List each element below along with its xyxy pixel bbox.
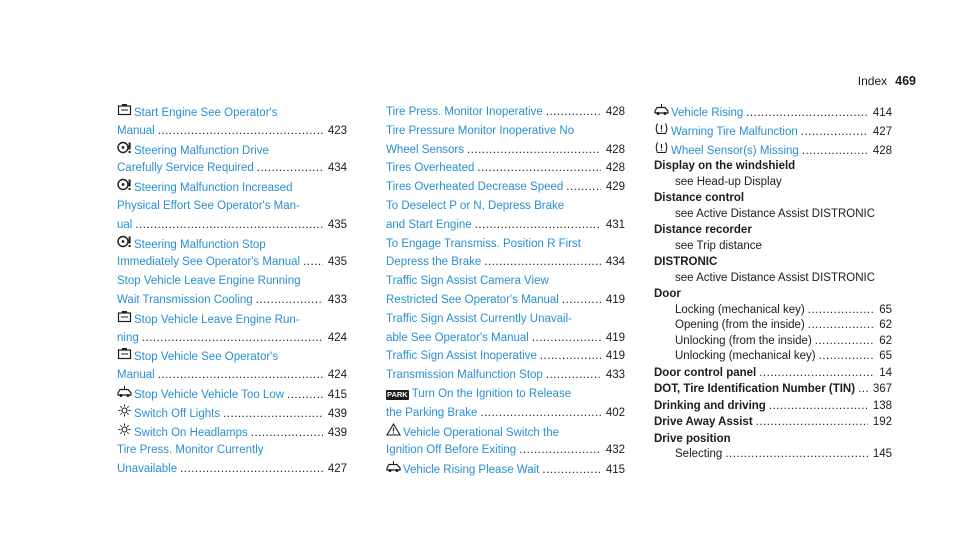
subentry-text: Unlocking (mechanical key) (675, 350, 816, 363)
entry-text[interactable]: Switch On Headlamps (134, 426, 248, 439)
dot-leader (257, 159, 323, 178)
dot-leader (180, 460, 323, 479)
entry-text[interactable]: Stop Vehicle Vehicle Too Low (134, 388, 285, 401)
subentries (654, 175, 892, 191)
caution-icon (386, 423, 401, 436)
entry-line (386, 404, 625, 423)
index-entry[interactable] (386, 122, 625, 160)
entry-line (386, 141, 625, 160)
entry-line (386, 197, 625, 216)
entry-line (117, 178, 347, 197)
vehicle-level-icon (386, 460, 401, 473)
page-ref[interactable]: 145 (872, 448, 892, 461)
subentries (654, 303, 892, 365)
page-ref[interactable]: 367 (872, 383, 892, 396)
entry-line (386, 441, 625, 460)
topic-line (654, 287, 892, 303)
index-topic (654, 366, 892, 382)
entry-line (386, 235, 625, 254)
topic-line (654, 191, 892, 207)
entry-text[interactable]: Carefully Service Required (117, 162, 254, 175)
header-label: Index (857, 74, 888, 88)
topic-title[interactable]: Drinking and driving (654, 399, 766, 412)
index-entry[interactable] (386, 103, 625, 122)
page-ref[interactable]: 427 (872, 125, 892, 138)
entry-line (117, 253, 347, 272)
entry-text[interactable]: Ignition Off Before Exiting (386, 444, 517, 457)
page-ref[interactable]: 62 (879, 334, 892, 347)
park-icon: PARK (387, 389, 408, 399)
index-topic (654, 415, 892, 431)
vehicle-level-icon (654, 103, 669, 116)
entry-line (386, 253, 625, 272)
index-entry[interactable] (386, 197, 625, 235)
dot-leader (725, 447, 868, 463)
dot-leader (858, 382, 868, 398)
index-column-3 (654, 103, 892, 464)
page-ref[interactable]: 429 (605, 181, 625, 194)
entry-line (117, 366, 347, 385)
topic-line (654, 366, 892, 382)
topic-title[interactable]: Door control panel (654, 366, 757, 379)
entry-text[interactable]: Stop Vehicle See Operator's (134, 351, 279, 364)
dot-leader (802, 142, 868, 161)
index-entry[interactable] (654, 141, 892, 160)
index-entry[interactable] (117, 423, 347, 442)
entry-line (117, 460, 347, 479)
dot-leader (287, 386, 323, 405)
entry-text[interactable]: Tires Overheated (386, 162, 475, 175)
entry-text[interactable]: Traffic Sign Assist Inoperative (386, 350, 537, 363)
index-entry[interactable] (386, 235, 625, 273)
topic-line (654, 415, 892, 431)
index-entry[interactable] (117, 103, 347, 141)
dot-leader (484, 253, 601, 272)
entry-line (654, 141, 892, 160)
subentry[interactable] (675, 239, 892, 255)
entry-line (117, 122, 347, 141)
subentries (654, 207, 892, 223)
index-entry[interactable] (386, 272, 625, 310)
index-topic (654, 223, 892, 254)
entry-text[interactable]: Stop Vehicle Leave Engine Running (117, 275, 301, 288)
index-topic (654, 432, 892, 463)
dot-leader (808, 318, 874, 334)
subentry-text: see Trip distance (675, 239, 762, 252)
page-ref[interactable]: 419 (605, 293, 625, 306)
topic-title[interactable]: Drive Away Assist (654, 416, 753, 429)
page-ref[interactable]: 414 (872, 107, 892, 119)
dot-leader (475, 216, 601, 235)
entry-text[interactable]: Manual (117, 369, 155, 382)
page-ref[interactable]: 439 (327, 426, 347, 439)
page-ref[interactable]: 402 (605, 406, 625, 419)
index-topic (654, 287, 892, 365)
index-column-1 (117, 103, 347, 479)
index-entry[interactable] (654, 122, 892, 141)
index-entry[interactable] (117, 310, 347, 348)
index-topic (654, 399, 892, 415)
page-ref[interactable]: 433 (605, 369, 625, 382)
entry-text[interactable]: Traffic Sign Assist Camera View (386, 275, 549, 288)
page-ref[interactable]: 433 (327, 293, 347, 306)
tire-pressure-icon (654, 122, 669, 135)
entry-text[interactable]: Wheel Sensor(s) Missing (671, 144, 799, 157)
page-ref[interactable]: 428 (605, 143, 625, 156)
entry-line (386, 347, 625, 366)
dot-leader (808, 303, 874, 319)
topic-line (654, 223, 892, 239)
subentry[interactable] (675, 207, 892, 223)
page-ref[interactable]: 65 (879, 303, 892, 316)
entry-text[interactable]: Physical Effort See Operator's Man- (117, 199, 300, 212)
entry-text[interactable]: Tires Overheated Decrease Speed (386, 181, 564, 194)
entry-text[interactable]: Tire Press. Monitor Inoperative (386, 106, 543, 118)
entry-line (654, 122, 892, 141)
index-entry[interactable] (654, 103, 892, 122)
dot-leader (251, 424, 323, 443)
entry-text[interactable]: Tire Pressure Monitor Inoperative No (386, 124, 575, 137)
page-number: 469 (895, 74, 916, 88)
entry-line (117, 159, 347, 178)
index-entry[interactable] (117, 441, 347, 479)
entry-text[interactable]: ning (117, 331, 139, 344)
index-column-2 (386, 103, 625, 479)
page-ref[interactable]: 192 (872, 416, 892, 429)
topic-line (654, 255, 892, 271)
index-entry[interactable] (386, 347, 625, 366)
entry-line (386, 329, 625, 348)
topic-title[interactable]: Drive position (654, 432, 731, 445)
subentry[interactable] (675, 271, 892, 287)
index-entry[interactable] (386, 460, 625, 479)
index-entry[interactable] (386, 423, 625, 461)
subentry-text: see Head-up Display (675, 175, 782, 188)
page-ref[interactable]: 427 (327, 463, 347, 476)
entry-line (386, 272, 625, 291)
page-ref[interactable]: 415 (605, 464, 625, 477)
entry-text[interactable]: Turn On the Ignition to Release (411, 387, 572, 400)
topic-line (654, 432, 892, 448)
index-entry[interactable] (117, 347, 347, 385)
entry-text[interactable]: Switch Off Lights (134, 407, 221, 420)
dot-leader (532, 329, 601, 348)
topic-title[interactable]: Door (654, 288, 681, 301)
tire-pressure-icon (654, 141, 669, 154)
subentry-text: Opening (from the inside) (675, 319, 805, 332)
index-entry[interactable] (117, 235, 347, 273)
entry-text[interactable]: Vehicle Operational Switch the (403, 426, 559, 439)
topic-title[interactable]: DISTRONIC (654, 256, 718, 269)
index-topic (654, 382, 892, 398)
dot-leader (142, 329, 323, 348)
entry-line (117, 404, 347, 423)
entry-text[interactable]: and Start Engine (386, 218, 472, 231)
page-ref[interactable]: 435 (327, 218, 347, 231)
entry-line (386, 385, 625, 404)
index-entry[interactable] (386, 159, 625, 178)
entry-text[interactable]: Steering Malfunction Increased (134, 182, 293, 195)
subentry-text: see Active Distance Assist DISTRONIC (675, 271, 876, 284)
entry-line (386, 159, 625, 178)
entry-line (386, 366, 625, 385)
entry-line (117, 385, 347, 404)
entry-line (386, 216, 625, 235)
index-entry[interactable] (117, 272, 347, 310)
page-ref[interactable]: 419 (605, 331, 625, 344)
index-entry[interactable] (117, 385, 347, 404)
dot-leader (223, 405, 323, 424)
entry-text[interactable]: To Deselect P or N, Depress Brake (386, 199, 565, 212)
entry-text[interactable]: Vehicle Rising Please Wait (403, 464, 540, 477)
topic-title[interactable]: Distance control (654, 192, 745, 205)
entry-text[interactable]: Warning Tire Malfunction (671, 125, 798, 138)
index-entry[interactable] (117, 141, 347, 179)
page-ref[interactable]: 138 (872, 399, 892, 412)
subentry-text: Locking (mechanical key) (675, 303, 805, 316)
dot-leader (480, 404, 600, 423)
subentry[interactable] (675, 349, 892, 365)
dot-leader (303, 253, 323, 272)
index-entry[interactable] (117, 178, 347, 234)
page-ref[interactable]: 431 (605, 218, 625, 231)
entry-line (654, 103, 892, 122)
subentry[interactable] (675, 318, 892, 334)
dot-leader (756, 415, 868, 431)
steering-warning-icon (117, 235, 132, 248)
entry-text[interactable]: Manual (117, 124, 155, 137)
entry-line (117, 235, 347, 254)
dot-leader (546, 366, 601, 385)
dot-leader (562, 291, 601, 310)
entry-line (117, 103, 347, 122)
topic-line (654, 399, 892, 415)
entry-text[interactable]: Traffic Sign Assist Currently Unavail- (386, 312, 572, 325)
entry-text[interactable]: Transmission Malfunction Stop (386, 369, 543, 382)
page-ref[interactable]: 428 (605, 162, 625, 175)
page-ref[interactable]: 415 (327, 388, 347, 401)
page-ref[interactable]: 428 (872, 144, 892, 157)
entry-text[interactable]: Immediately See Operator's Manual (117, 256, 301, 269)
dot-leader (801, 123, 868, 142)
page-header (858, 74, 916, 88)
entry-line (117, 141, 347, 160)
entry-text[interactable]: Start Engine See Operator's (134, 107, 278, 119)
engine-icon (117, 310, 132, 323)
subentries (654, 447, 892, 463)
entry-text[interactable]: Restricted See Operator's Manual (386, 293, 559, 306)
dot-leader (519, 441, 601, 460)
dot-leader (546, 103, 601, 122)
page-ref[interactable]: 419 (605, 350, 625, 363)
dot-leader (542, 461, 600, 480)
engine-icon (117, 347, 132, 360)
entry-line (117, 291, 347, 310)
subentry[interactable] (675, 303, 892, 319)
entry-text[interactable]: Steering Malfunction Stop (134, 238, 266, 251)
index-topic (654, 191, 892, 222)
dot-leader (256, 291, 323, 310)
entry-line (117, 272, 347, 291)
page-ref[interactable]: 434 (605, 256, 625, 269)
entry-line (386, 178, 625, 197)
entry-line (117, 441, 347, 460)
entry-line (386, 122, 625, 141)
entry-line (386, 103, 625, 122)
entry-text[interactable]: Vehicle Rising (671, 107, 744, 119)
dot-leader (135, 216, 322, 235)
subentry-text: Unlocking (from the inside) (675, 334, 812, 347)
index-topic (654, 255, 892, 286)
entry-text[interactable]: able See Operator's Manual (386, 331, 529, 344)
dot-leader (158, 366, 323, 385)
entry-text[interactable]: Stop Vehicle Leave Engine Run- (134, 313, 300, 326)
page-ref[interactable]: 428 (605, 106, 625, 118)
entry-text[interactable]: Steering Malfunction Drive (134, 144, 269, 157)
topic-title[interactable]: Display on the windshield (654, 160, 796, 173)
entry-line (117, 216, 347, 235)
page-ref[interactable]: 439 (327, 407, 347, 420)
entry-line (117, 310, 347, 329)
page-ref[interactable]: 65 (879, 350, 892, 363)
dot-leader (158, 122, 323, 141)
entry-line (386, 460, 625, 479)
dot-leader (815, 334, 874, 350)
entry-text[interactable]: ual (117, 218, 133, 231)
entry-text[interactable]: To Engage Transmiss. Position R First (386, 237, 581, 250)
subentry-text: Selecting (675, 448, 723, 461)
subentry[interactable] (675, 447, 892, 463)
entry-line (117, 329, 347, 348)
topic-line (654, 382, 892, 398)
page-ref[interactable]: 14 (879, 366, 892, 379)
entry-line (117, 347, 347, 366)
entry-line (117, 197, 347, 216)
dot-leader (467, 141, 601, 160)
entry-text[interactable]: Wait Transmission Cooling (117, 293, 253, 306)
subentry-text: see Active Distance Assist DISTRONIC (675, 207, 876, 220)
entry-line (386, 291, 625, 310)
entry-line (386, 310, 625, 329)
page-ref[interactable]: 423 (327, 124, 347, 137)
vehicle-level-icon (117, 385, 132, 398)
topic-title[interactable]: Distance recorder (654, 224, 752, 237)
subentry[interactable] (675, 334, 892, 350)
index-entry[interactable] (386, 366, 625, 385)
light-icon (117, 404, 132, 417)
page-ref[interactable]: 424 (327, 369, 347, 382)
page-ref[interactable]: 435 (327, 256, 347, 269)
page-ref[interactable]: 62 (879, 319, 892, 332)
topic-line (654, 159, 892, 175)
page-ref[interactable]: 424 (327, 331, 347, 344)
subentries (654, 239, 892, 255)
subentry[interactable] (675, 175, 892, 191)
dot-leader (746, 104, 868, 123)
engine-icon (117, 103, 132, 116)
dot-leader (566, 178, 601, 197)
entry-text[interactable]: Tire Press. Monitor Currently (117, 444, 264, 457)
dot-leader (819, 349, 875, 365)
entry-text[interactable]: the Parking Brake (386, 406, 478, 419)
entry-text[interactable]: Unavailable (117, 463, 178, 476)
dot-leader (759, 366, 874, 382)
topic-title[interactable]: DOT, Tire Identification Number (TIN) (654, 383, 856, 396)
light-icon (117, 423, 132, 436)
index-topic (654, 159, 892, 190)
index-entry[interactable] (386, 310, 625, 348)
page-ref[interactable]: 432 (605, 444, 625, 457)
dot-leader (477, 159, 600, 178)
page-ref[interactable]: 434 (327, 162, 347, 175)
steering-warning-icon (117, 178, 132, 191)
entry-text[interactable]: Wheel Sensors (386, 143, 464, 156)
index-entry[interactable] (117, 404, 347, 423)
dot-leader (540, 347, 601, 366)
index-entry[interactable] (386, 178, 625, 197)
entry-line (117, 423, 347, 442)
entry-line (386, 423, 625, 442)
steering-warning-icon (117, 141, 132, 154)
subentries (654, 271, 892, 287)
index-entry[interactable] (386, 385, 625, 423)
entry-text[interactable]: Depress the Brake (386, 256, 482, 269)
dot-leader (769, 399, 868, 415)
